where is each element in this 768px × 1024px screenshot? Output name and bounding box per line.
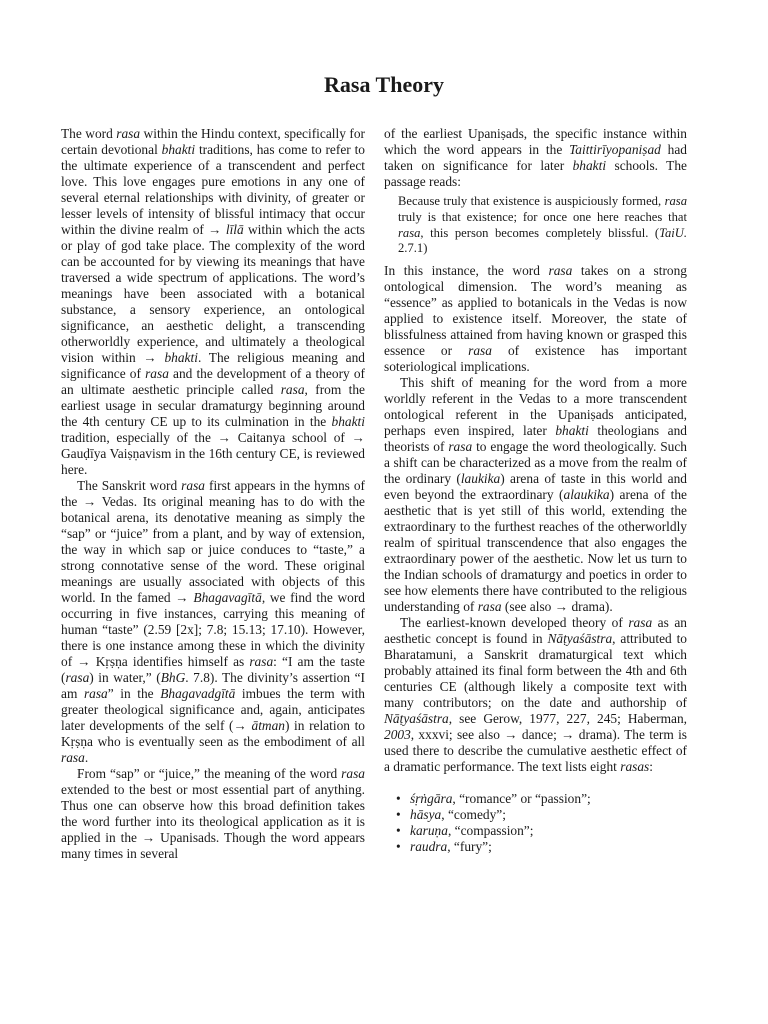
block-quote: Because truly that existence is auspiciously formed, rasa truly is that existence; for once one here reaches that rasa, this person becomes completely blissful. (TaiU. 2.7.1) <box>398 194 687 256</box>
list-item: • raudra, “fury”; <box>396 839 492 855</box>
rasa-term: raudra <box>410 839 448 855</box>
paragraph: The Sanskrit word rasa first appears in the hymns of the → Vedas. Its original meaning has to do with the botanical arena, its denotative meaning as simply the “sap” or “juice” from a plant, and by way of extension, the way in which sap or juice conduces to “taste,” a strong connotative sense of the word. These original meanings are usually associated with objects of this world. In the famed → Bhagavagītā, we find the word occurring in five instances, carrying this meaning of human “taste” (2.59 [2x]; 7.8; 15.13; 17.10). However, there is one instance among these in which the divinity of → Kṛṣṇa identifies himself as rasa: “I am the taste (rasa) in water,” (BhG. 7.8). The divinity’s assertion “I am rasa” in the Bhagavadgītā imbues the term with greater theological significance and, again, anticipates later developments of the self (→ ātman) in relation to Kṛṣṇa who is eventually seen as the embodiment of all rasa. <box>61 478 366 765</box>
rasa-gloss: , “comedy”; <box>441 807 506 823</box>
paragraph: The word rasa within the Hindu context, specifically for certain devotional bhakti traditions, has come to refer to the ultimate experience of a transcendent and perfect love. This love engages pure emotions in any one of several eternal relationships with divinity, of greater or lesser levels of intensity of blissful intimacy that occur within the divine realm of → līlā within which the acts or play of god take place. The complexity of the word can be accounted for by viewing its meanings that have traversed a wide spectrum of applications. The word’s meanings have been associated with a botanical substance, a sensory experience, an ontological significance, an aesthetic delight, a transcending otherworldly experience, and ultimately a theological vision within → bhakti. The religious meaning and significance of rasa and the development of a theory of an ultimate aesthetic principle called rasa, from the earliest usage in secular dramaturgy beginning around the 4th century CE up to its culmination in the bhakti tradition, especially of the → Caitanya school of → Gauḍīya Vaiṣṇavism in the 16th century CE, is reviewed here. <box>61 126 365 477</box>
rasa-gloss: , “romance” or “passion”; <box>452 791 591 807</box>
list-item: • hāsya, “comedy”; <box>396 807 506 823</box>
list-item: • śṛṅgāra, “romance” or “passion”; <box>396 791 591 807</box>
left-column <box>61 126 365 862</box>
right-column <box>384 126 687 855</box>
paragraph: In this instance, the word rasa takes on a strong ontological dimension. The word’s meaning as “essence” as applied to botanicals in the Vedas is now applied to existence itself. Moreover, the state of blissfulness attained from having known or grasped this essence or rasa of existence has important soteriological implications. <box>384 263 687 375</box>
rasa-term: karuṇa <box>410 823 448 839</box>
rasa-gloss: , “compassion”; <box>447 823 534 839</box>
paragraph: The earliest-known developed theory of rasa as an aesthetic concept is found in Nāṭyaśāstra, attributed to Bharatamuni, a Sanskrit dramaturgical text which probably attained its final form between the 4th and 6th centuries CE (although likely a composite text with many contributors; on the date and authorship of Nāṭyaśāstra, see Gerow, 1977, 227, 245; Haberman, 2003, xxxvi; see also → dance; → drama). The term is used there to describe the cumulative aesthetic effect of a dramatic performance. The text lists eight rasas: <box>384 615 687 775</box>
rasa-list <box>384 791 687 855</box>
page-title: Rasa Theory <box>324 72 444 97</box>
rasa-term: hāsya <box>410 807 442 823</box>
rasa-term: śṛṅgāra <box>410 791 453 807</box>
paragraph: From “sap” or “juice,” the meaning of the word rasa extended to the best or most essential part of anything. Thus one can observe how this broad definition takes the word further into its theological application as it is applied in the → Upanisads. Though the word appears many times in several <box>61 766 365 861</box>
rasa-gloss: , “fury”; <box>447 839 492 855</box>
list-item: • karuṇa, “compassion”; <box>396 823 534 839</box>
paragraph: This shift of meaning for the word from a more worldly referent in the Vedas to a more transcendent ontological referent in the Upaniṣads anticipated, perhaps even inspired, later bhakti theologians and theorists of rasa to engage the word theologically. Such a shift can be characterized as a move from the realm of the ordinary (laukika) arena of taste in this world and even beyond the extraordinary (alaukika) arena of the aesthetic that is yet still of this world, extending the extraordinary to the furthest reaches of the otherworldly realm of spiritual transcendence that also engages the extraordinary power of the aesthetic. Now let us turn to the Indian schools of dramaturgy and poetics in order to see how elements there have contributed to the religious understanding of rasa (see also → drama). <box>384 375 687 615</box>
paragraph: of the earliest Upaniṣads, the specific instance within which the word appears in the Taittirīyopaniṣad had taken on significance for later bhakti schools. The passage reads: <box>384 126 687 189</box>
